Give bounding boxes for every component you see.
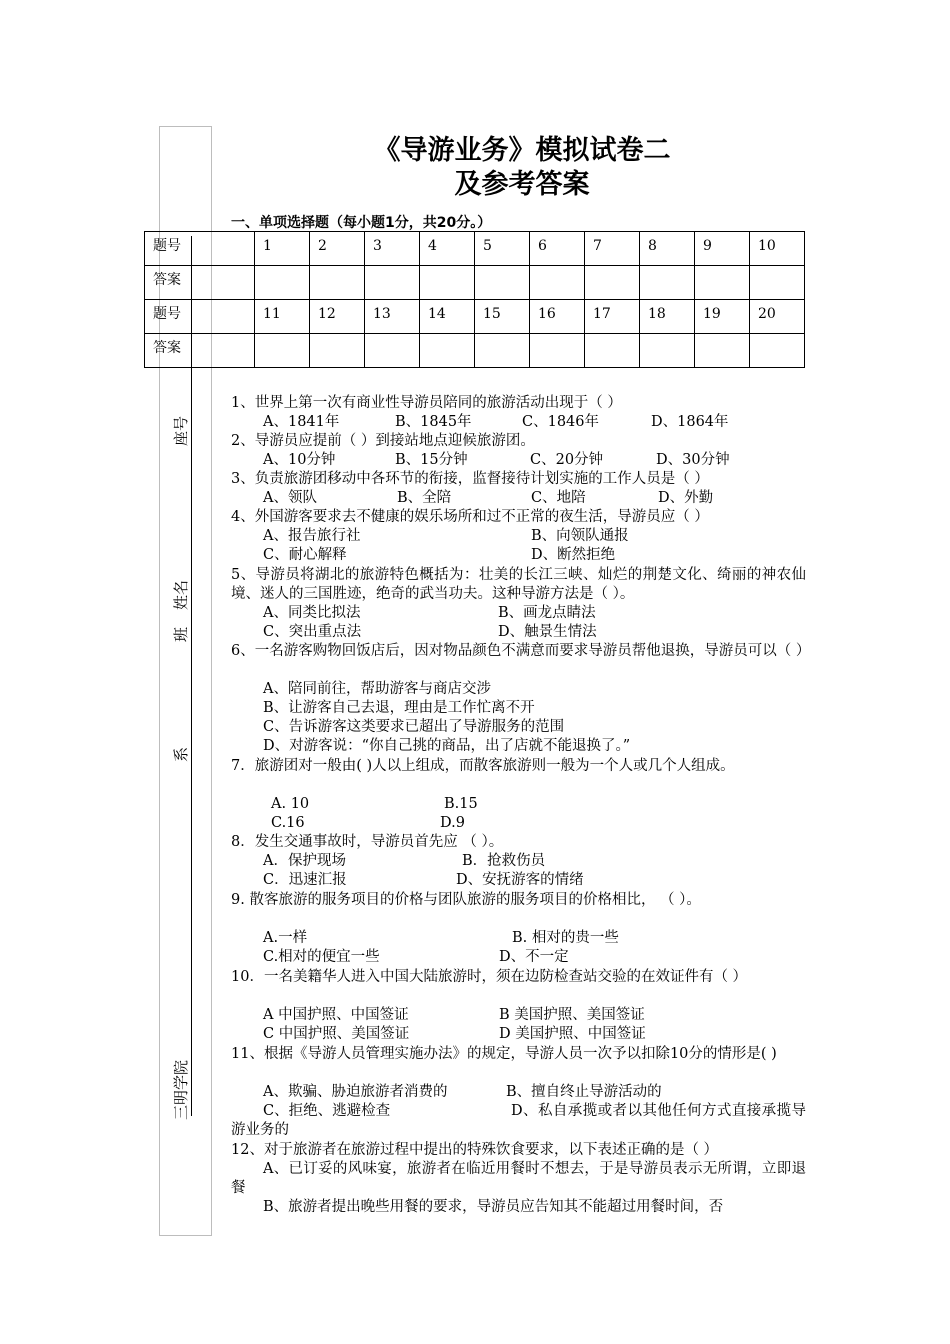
table-cell: 4	[420, 232, 475, 266]
option: D、不一定	[499, 949, 569, 965]
answer-cell[interactable]	[530, 266, 585, 300]
section-heading: 一、单项选择题（每小题1分，共20分。）	[231, 215, 492, 231]
option: A、领队	[263, 490, 317, 506]
option: D、1864年	[651, 414, 729, 430]
option: A 中国护照、中国签证	[263, 1007, 409, 1023]
option: D、触景生情法	[498, 624, 597, 640]
row-label-cell: 题号	[145, 300, 255, 334]
option: C 中国护照、美国签证	[263, 1026, 410, 1042]
question-3: 3、负责旅游团移动中各环节的衔接，监督接待计划实施的工作人员是（ ）	[231, 471, 709, 487]
answer-cell[interactable]	[475, 334, 530, 368]
school-label: 三明学院	[172, 1059, 190, 1120]
question-9: 9. 散客旅游的服务项目的价格与团队旅游的服务项目的价格相比， （ ）。	[231, 892, 701, 908]
option: C.16	[271, 815, 305, 831]
answer-cell[interactable]	[530, 334, 585, 368]
question-11: 11、根据《导游人员管理实施办法》的规定，导游人员一次予以扣除10分的情形是( )	[231, 1046, 777, 1062]
table-cell: 5	[475, 232, 530, 266]
answer-cell[interactable]	[420, 266, 475, 300]
question-4: 4、外国游客要求去不健康的娱乐场所和过不正常的夜生活，导游员应（ ）	[231, 509, 709, 525]
option: C、耐心解释	[263, 547, 347, 563]
question-10: 10．一名美籍华人进入中国大陆旅游时，须在边防检查站交验的在效证件有（ ）	[231, 969, 748, 985]
answer-cell[interactable]	[750, 266, 805, 300]
name-label: 姓名	[172, 579, 190, 610]
option: A. 10	[271, 796, 310, 812]
option: A、欺骗、胁迫旅游者消费的	[263, 1084, 448, 1100]
option: A．保护现场	[263, 853, 346, 869]
option: C.相对的便宜一些	[263, 949, 380, 965]
answer-cell[interactable]	[585, 334, 640, 368]
question-12: 12、对于旅游者在旅游过程中提出的特殊饮食要求，以下表述正确的是（ ）	[231, 1142, 719, 1158]
option: C、拒绝、逃避检查	[263, 1103, 391, 1119]
table-row	[145, 334, 805, 368]
table-cell: 11	[255, 300, 310, 334]
table-cell: 7	[585, 232, 640, 266]
option: B、让游客自己去退，理由是工作忙离不开	[263, 700, 535, 716]
question-8: 8．发生交通事故时，导游员首先应 （ ）。	[231, 834, 504, 850]
question-5: 5、导游员将湖北的旅游特色概括为：壮美的长江三峡、灿烂的荆楚文化、绮丽的神农仙境、迷人的三国胜迹，绝奇的武当功夫。这种导游方法是（ ）。	[231, 567, 806, 602]
option: D、外勤	[658, 490, 714, 506]
answer-cell[interactable]	[365, 334, 420, 368]
table-cell: 8	[640, 232, 695, 266]
table-cell: 14	[420, 300, 475, 334]
option: A、已订妥的风味宴，旅游者在临近用餐时不想去，于是导游员表示无所谓，立即退餐	[231, 1161, 806, 1196]
answer-cell[interactable]	[695, 266, 750, 300]
option: D 美国护照、中国签证	[499, 1026, 646, 1042]
option: A、陪同前往，帮助游客与商店交涉	[263, 681, 491, 697]
row-label-cell: 题号	[145, 232, 255, 266]
answer-cell[interactable]	[640, 266, 695, 300]
answer-cell[interactable]	[365, 266, 420, 300]
table-cell: 6	[530, 232, 585, 266]
seat-label: 座号	[172, 415, 190, 446]
row-label-cell: 答案	[145, 266, 255, 300]
dept-label: 系	[172, 746, 190, 762]
class-label: 班	[172, 626, 190, 642]
table-cell: 18	[640, 300, 695, 334]
answer-cell[interactable]	[585, 266, 640, 300]
answer-cell[interactable]	[420, 334, 475, 368]
option: A、1841年	[263, 414, 340, 430]
table-cell: 9	[695, 232, 750, 266]
option: D、私自承揽或者以其他任何方式直接承揽导游业务的	[231, 1103, 806, 1138]
option: B、向领队通报	[531, 528, 629, 544]
option: A、报告旅行社	[263, 528, 361, 544]
table-row	[145, 266, 805, 300]
answer-cell[interactable]	[640, 334, 695, 368]
table-cell: 19	[695, 300, 750, 334]
table-cell: 15	[475, 300, 530, 334]
answer-cell[interactable]	[475, 266, 530, 300]
option: B、擅自终止导游活动的	[506, 1084, 662, 1100]
option: B、1845年	[395, 414, 472, 430]
option: B.15	[444, 796, 478, 812]
option: C、突出重点法	[263, 624, 362, 640]
question-6: 6、一名游客购物回饭店后，因对物品颜色不满意而要求导游员帮他退换，导游员可以（ ）	[231, 643, 811, 659]
table-cell: 20	[750, 300, 805, 334]
page-title-line2: 及参考答案	[454, 169, 590, 200]
option: C、告诉游客这类要求已超出了导游服务的范围	[263, 719, 565, 735]
table-cell: 12	[310, 300, 365, 334]
option: B、画龙点睛法	[498, 605, 596, 621]
option: C、1846年	[522, 414, 599, 430]
option: C、地陪	[531, 490, 586, 506]
question-7: 7．旅游团对一般由( )人以上组成，而散客旅游则一般为一个人或几个人组成。	[231, 758, 735, 774]
option: D.9	[440, 815, 465, 831]
option: A、同类比拟法	[263, 605, 361, 621]
option: C．迅速汇报	[263, 872, 347, 888]
answer-cell[interactable]	[255, 334, 310, 368]
option: A、10分钟	[263, 452, 336, 468]
table-row	[145, 232, 805, 266]
answer-cell[interactable]	[310, 266, 365, 300]
table-row	[145, 300, 805, 334]
option: B、15分钟	[395, 452, 468, 468]
option: D、30分钟	[656, 452, 730, 468]
table-cell: 16	[530, 300, 585, 334]
answer-cell[interactable]	[255, 266, 310, 300]
question-1: 1、世界上第一次有商业性导游员陪同的旅游活动出现于（ ）	[231, 395, 622, 411]
answer-cell[interactable]	[750, 334, 805, 368]
table-cell: 17	[585, 300, 640, 334]
table-cell: 10	[750, 232, 805, 266]
answer-table	[144, 231, 805, 368]
option: D、安抚游客的情绪	[456, 872, 584, 888]
table-cell: 13	[365, 300, 420, 334]
answer-cell[interactable]	[310, 334, 365, 368]
option: B、旅游者提出晚些用餐的要求，导游员应告知其不能超过用餐时间，否	[263, 1199, 724, 1215]
table-cell: 3	[365, 232, 420, 266]
row-label-cell: 答案	[145, 334, 255, 368]
table-cell: 1	[255, 232, 310, 266]
option: C、20分钟	[530, 452, 604, 468]
option: A.一样	[263, 930, 308, 946]
option: B. 相对的贵一些	[512, 930, 619, 946]
option: B、全陪	[397, 490, 452, 506]
question-2: 2、导游员应提前（ ）到接站地点迎候旅游团。	[231, 433, 535, 449]
answer-cell[interactable]	[695, 334, 750, 368]
table-cell: 2	[310, 232, 365, 266]
page-title-line1: 《导游业务》模拟试卷二	[373, 135, 671, 166]
binding-line	[191, 236, 192, 1116]
option: B 美国护照、美国签证	[499, 1007, 645, 1023]
option: B．抢救伤员	[462, 853, 546, 869]
option: D、对游客说：“你自己挑的商品，出了店就不能退换了。”	[263, 738, 631, 754]
option: D、断然拒绝	[531, 547, 616, 563]
